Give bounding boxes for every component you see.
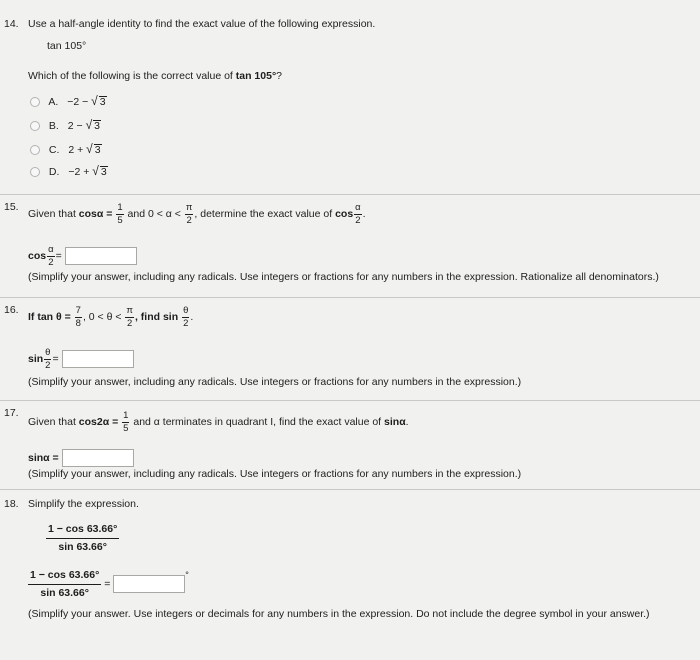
option-c[interactable]: C. 2 + √ 3 bbox=[30, 142, 102, 156]
fraction: $\frac{\pi}{2}$ bbox=[126, 305, 133, 329]
question-number: 18. bbox=[4, 498, 19, 510]
fraction: $\frac{1}{5}$ bbox=[123, 410, 129, 434]
expression-fraction: $\frac{1 - \cos 63.66^\circ}{\sin 63.66^\circ}$ bbox=[48, 523, 118, 553]
radio-button[interactable] bbox=[30, 97, 40, 107]
answer-line: sin $\frac{\theta}{2}$ = bbox=[28, 348, 134, 370]
option-b[interactable]: B. 2 − √ 3 bbox=[30, 118, 101, 132]
option-a[interactable]: A. −2 − √ 3 bbox=[30, 94, 107, 108]
question-number: 17. bbox=[4, 407, 19, 419]
question-15 bbox=[0, 195, 700, 291]
question-prompt: Given that cosα = $\frac{1}{5}$ and 0 < α < $\frac{\pi}{2}$ , determine the exact value of cos $\frac{\alpha}{2}$ . bbox=[28, 202, 366, 226]
instruction: (Simplify your answer, including any radicals. Use integers or fractions for any numbers in the expression.) bbox=[28, 376, 522, 388]
question-text: Which of the following is the correct value of tan 105°? bbox=[28, 70, 282, 82]
question-number: 16. bbox=[4, 304, 19, 316]
instruction: (Simplify your answer, including any radicals. Use integers or fractions for any numbers in the expression.) bbox=[28, 468, 522, 480]
answer-line: cos $\frac{\alpha}{2}$ = bbox=[28, 245, 137, 267]
answer-input[interactable] bbox=[65, 247, 137, 265]
instruction: (Simplify your answer. Use integers or decimals for any numbers in the expression. Do not include the degree symbol in your answer.) bbox=[28, 608, 650, 620]
instruction: (Simplify your answer, including any radicals. Use integers or fractions for any numbers in the expression. Rationalize all denominators.) bbox=[28, 271, 659, 283]
fraction: $\frac{\theta}{2}$ bbox=[45, 347, 51, 371]
radio-button[interactable] bbox=[30, 121, 40, 131]
sqrt-symbol: √ bbox=[92, 163, 99, 179]
question-number: 14. bbox=[4, 18, 19, 30]
fraction: $\frac{1}{5}$ bbox=[117, 202, 123, 226]
question-14 bbox=[0, 0, 700, 190]
answer-line: $\frac{1 - \cos 63.66^\circ}{\sin 63.66^\circ}$ = ° bbox=[30, 569, 189, 599]
sqrt-symbol: √ bbox=[86, 141, 93, 157]
fraction: $\frac{\pi}{2}$ bbox=[185, 202, 193, 226]
answer-input[interactable] bbox=[62, 449, 134, 467]
radio-button[interactable] bbox=[30, 145, 40, 155]
fraction: $\frac{\alpha}{2}$ bbox=[355, 202, 361, 226]
fraction: $\frac{\theta}{2}$ bbox=[183, 305, 189, 329]
sqrt-symbol: √ bbox=[91, 93, 98, 109]
question-18 bbox=[0, 490, 700, 660]
question-prompt: Use a half-angle identity to find the exact value of the following expression. bbox=[28, 18, 376, 30]
question-number: 15. bbox=[4, 201, 19, 213]
question-prompt: Simplify the expression. bbox=[28, 498, 139, 510]
fraction: $\frac{7}{8}$ bbox=[75, 305, 81, 329]
answer-input[interactable] bbox=[62, 350, 134, 368]
answer-input[interactable] bbox=[113, 575, 185, 593]
question-prompt: Given that cos2α = $\frac{1}{5}$ and α terminates in quadrant I, find the exact value of sinα. bbox=[28, 410, 409, 434]
question-17 bbox=[0, 401, 700, 487]
radio-button[interactable] bbox=[30, 167, 40, 177]
sqrt-symbol: √ bbox=[85, 117, 93, 133]
option-d[interactable]: D. −2 + √ 3 bbox=[30, 164, 108, 178]
fraction: $\frac{\alpha}{2}$ bbox=[48, 244, 54, 268]
expression: tan 105° bbox=[47, 40, 87, 52]
answer-line: sinα = bbox=[28, 449, 134, 467]
question-16 bbox=[0, 298, 700, 394]
question-prompt: If tan θ = $\frac{7}{8}$ , 0 < θ < $\frac{\pi}{2}$ , find sin $\frac{\theta}{2}$ . bbox=[28, 305, 194, 329]
